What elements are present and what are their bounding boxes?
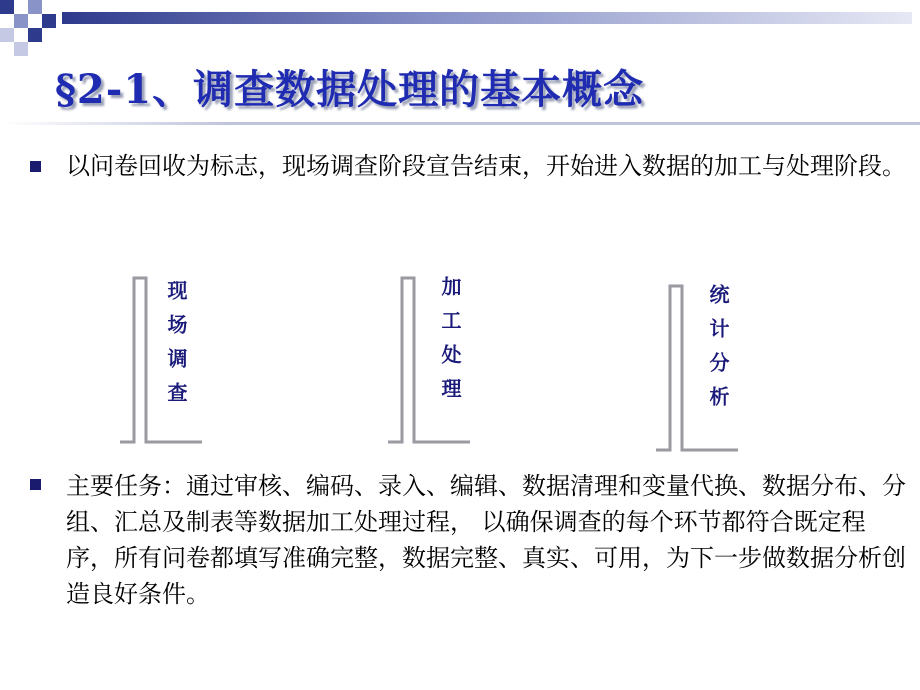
stage-3-label: 统计分析	[706, 284, 730, 420]
stage-2-label: 加工处理	[438, 276, 462, 412]
square-bullet-icon	[30, 479, 41, 490]
slide-title: §2-1、调查数据处理的基本概念	[55, 66, 645, 113]
stage-2-processing	[386, 276, 476, 446]
title-divider	[0, 122, 920, 125]
stage-1-label: 现场调查	[164, 280, 188, 416]
bullet-item-2	[28, 468, 908, 612]
square-bullet-icon	[30, 161, 41, 172]
header-bar	[62, 12, 912, 24]
bullet-text-2: 主要任务：通过审核、编码、录入、编辑、数据清理和变量代换、数据分布、分组、汇总及制表等数据加工处理过程， 以确保调查的每个环节都符合既定程序，所有问卷都填写准确完整，数据完整、真实、可用，为下一步做数据分析创造良好条件。	[66, 472, 906, 608]
bullet-text-1: 以问卷回收为标志，现场调查阶段宣告结束，开始进入数据的加工与处理阶段。	[66, 152, 906, 180]
corner-decoration	[0, 0, 80, 60]
bullet-item-1	[28, 150, 908, 182]
stage-1-field-survey	[118, 276, 208, 446]
stage-3-statistical-analysis	[654, 284, 744, 454]
